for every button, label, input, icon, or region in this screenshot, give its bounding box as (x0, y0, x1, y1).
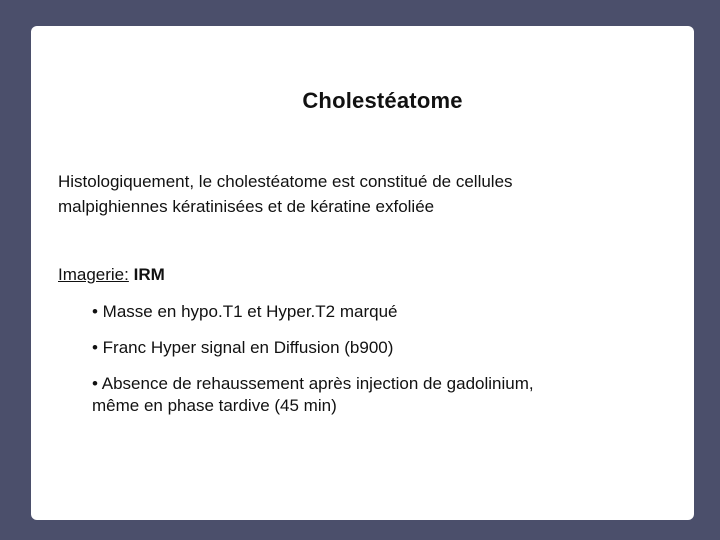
list-item (92, 337, 672, 359)
imaging-modality: IRM (133, 265, 165, 284)
paragraph-line: malpighiennes kératinisées et de kératine exfoliée (58, 197, 435, 216)
list-item-text: • Masse en hypo.T1 et Hyper.T2 marqué (92, 302, 398, 321)
list-item (92, 301, 672, 323)
paragraph-line: Histologiquement, le cholestéatome est constitué de cellules (58, 172, 513, 191)
list-item-text-continued: même en phase tardive (45 min) (92, 396, 337, 415)
slide (31, 26, 694, 520)
list-item-text: • Absence de rehaussement après injection de gadolinium, (92, 374, 534, 393)
list-item (92, 373, 672, 417)
histology-paragraph (58, 169, 658, 219)
findings-list (92, 301, 672, 431)
imaging-heading (58, 264, 165, 286)
list-item-text: • Franc Hyper signal en Diffusion (b900) (92, 338, 394, 357)
slide-title: Cholestéatome (302, 88, 463, 113)
imaging-label: Imagerie: (58, 265, 129, 284)
